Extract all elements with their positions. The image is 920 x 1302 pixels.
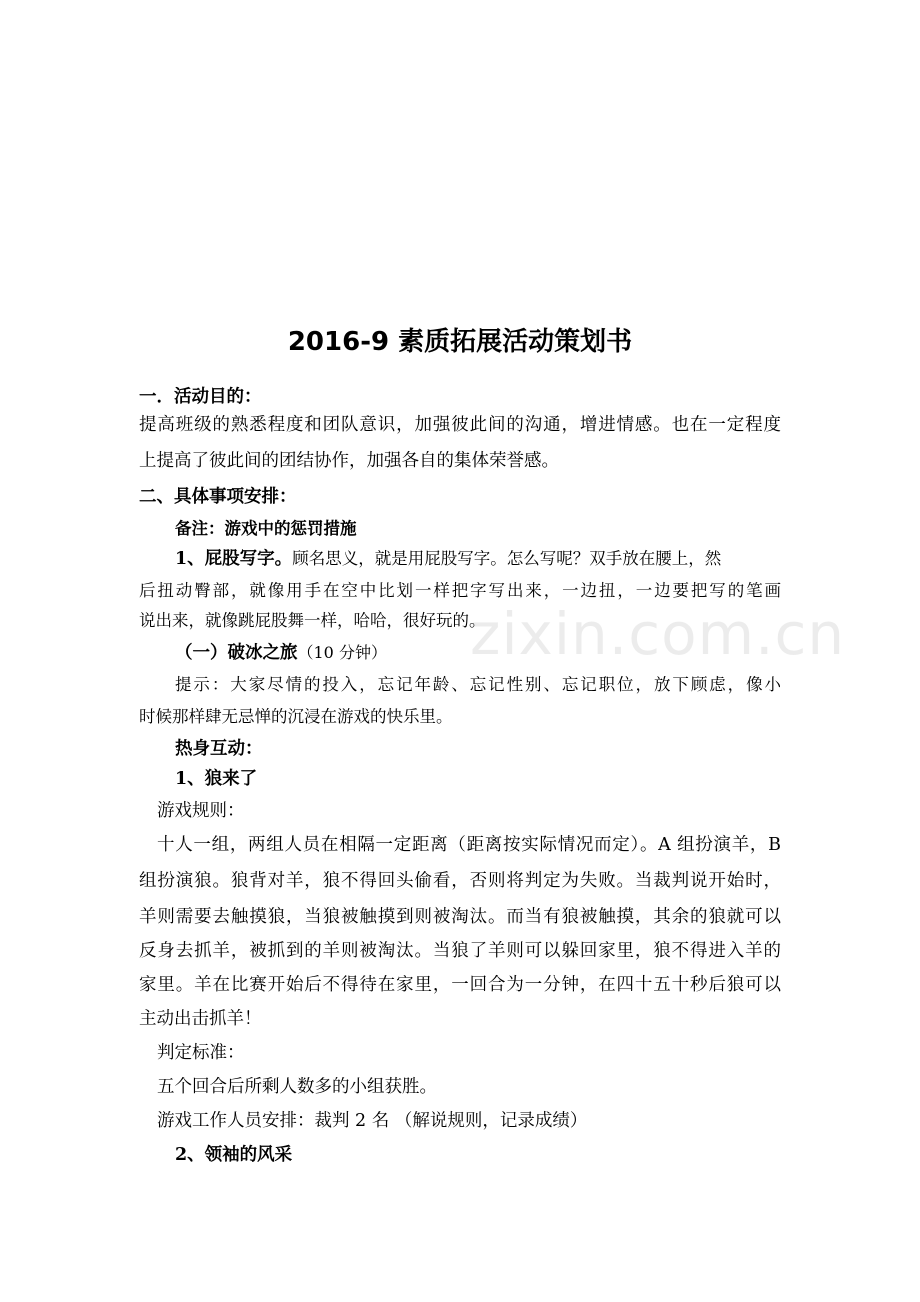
note-heading: 备注：游戏中的惩罚措施 <box>175 519 357 538</box>
judge-label: 判定标准： <box>157 1043 245 1063</box>
icebreak-time: （10 分钟） <box>297 643 387 662</box>
game-1-heading: 1、狼来了 <box>175 769 258 789</box>
rules-line-5: 家里。羊在比赛开始后不得待在家里，一回合为一分钟，在四十五十秒后狼可以 <box>139 975 781 995</box>
judge-text: 五个回合后所剩人数多的小组获胜。 <box>157 1077 437 1097</box>
rules-line-6: 主动出击抓羊！ <box>139 1009 262 1029</box>
section-1-line-2: 上提高了彼此间的团结协作，加强各自的集体荣誉感。 <box>139 451 559 471</box>
penalty-text-1: 顾名思义，就是用屁股写字。怎么写呢？双手放在腰上，然 <box>292 549 722 568</box>
penalty-lead: 1、屁股写字。 <box>175 549 293 569</box>
icebreak-heading-line <box>175 640 387 666</box>
penalty-paragraph-line-3: 说出来，就像跳屁股舞一样，哈哈，很好玩的。 <box>139 611 486 630</box>
section-1-heading: 一．活动目的： <box>139 387 262 407</box>
game-2-heading: 2、领袖的风采 <box>175 1145 293 1165</box>
section-1-line-1: 提高班级的熟悉程度和团队意识，加强彼此间的沟通，增进情感。也在一定程度 <box>139 415 781 435</box>
section-2-heading: 二、具体事项安排： <box>139 487 297 507</box>
watermark: zixin.com.cn <box>470 600 846 668</box>
penalty-paragraph-line-1 <box>175 546 721 572</box>
staff-text: 游戏工作人员安排：裁判 2 名 （解说规则，记录成绩） <box>157 1111 588 1131</box>
rules-line-4: 反身去抓羊，被抓到的羊则被淘汰。当狼了羊则可以躲回家里，狼不得进入羊的 <box>139 941 781 961</box>
penalty-paragraph-line-2: 后扭动臀部，就像用手在空中比划一样把字写出来，一边扭，一边要把写的笔画 <box>139 581 781 600</box>
rules-line-2: 组扮演狼。狼背对羊，狼不得回头偷看，否则将判定为失败。当裁判说开始时， <box>139 871 781 891</box>
icebreak-heading: （一）破冰之旅 <box>175 643 298 663</box>
warmup-heading: 热身互动： <box>175 739 263 759</box>
tip-line-2: 时候那样肆无忌惮的沉浸在游戏的快乐里。 <box>139 707 453 726</box>
document-title: 2016-9 素质拓展活动策划书 <box>287 327 633 357</box>
rules-line-3: 羊则需要去触摸狼，当狼被触摸到则被淘汰。而当有狼被触摸，其余的狼就可以 <box>139 907 781 927</box>
rules-label: 游戏规则： <box>157 801 245 821</box>
tip-line-1: 提示：大家尽情的投入，忘记年龄、忘记性别、忘记职位，放下顾虑，像小 <box>175 675 781 694</box>
rules-line-1: 十人一组，两组人员在相隔一定距离（距离按实际情况而定）。A 组扮演羊，B <box>157 835 781 855</box>
